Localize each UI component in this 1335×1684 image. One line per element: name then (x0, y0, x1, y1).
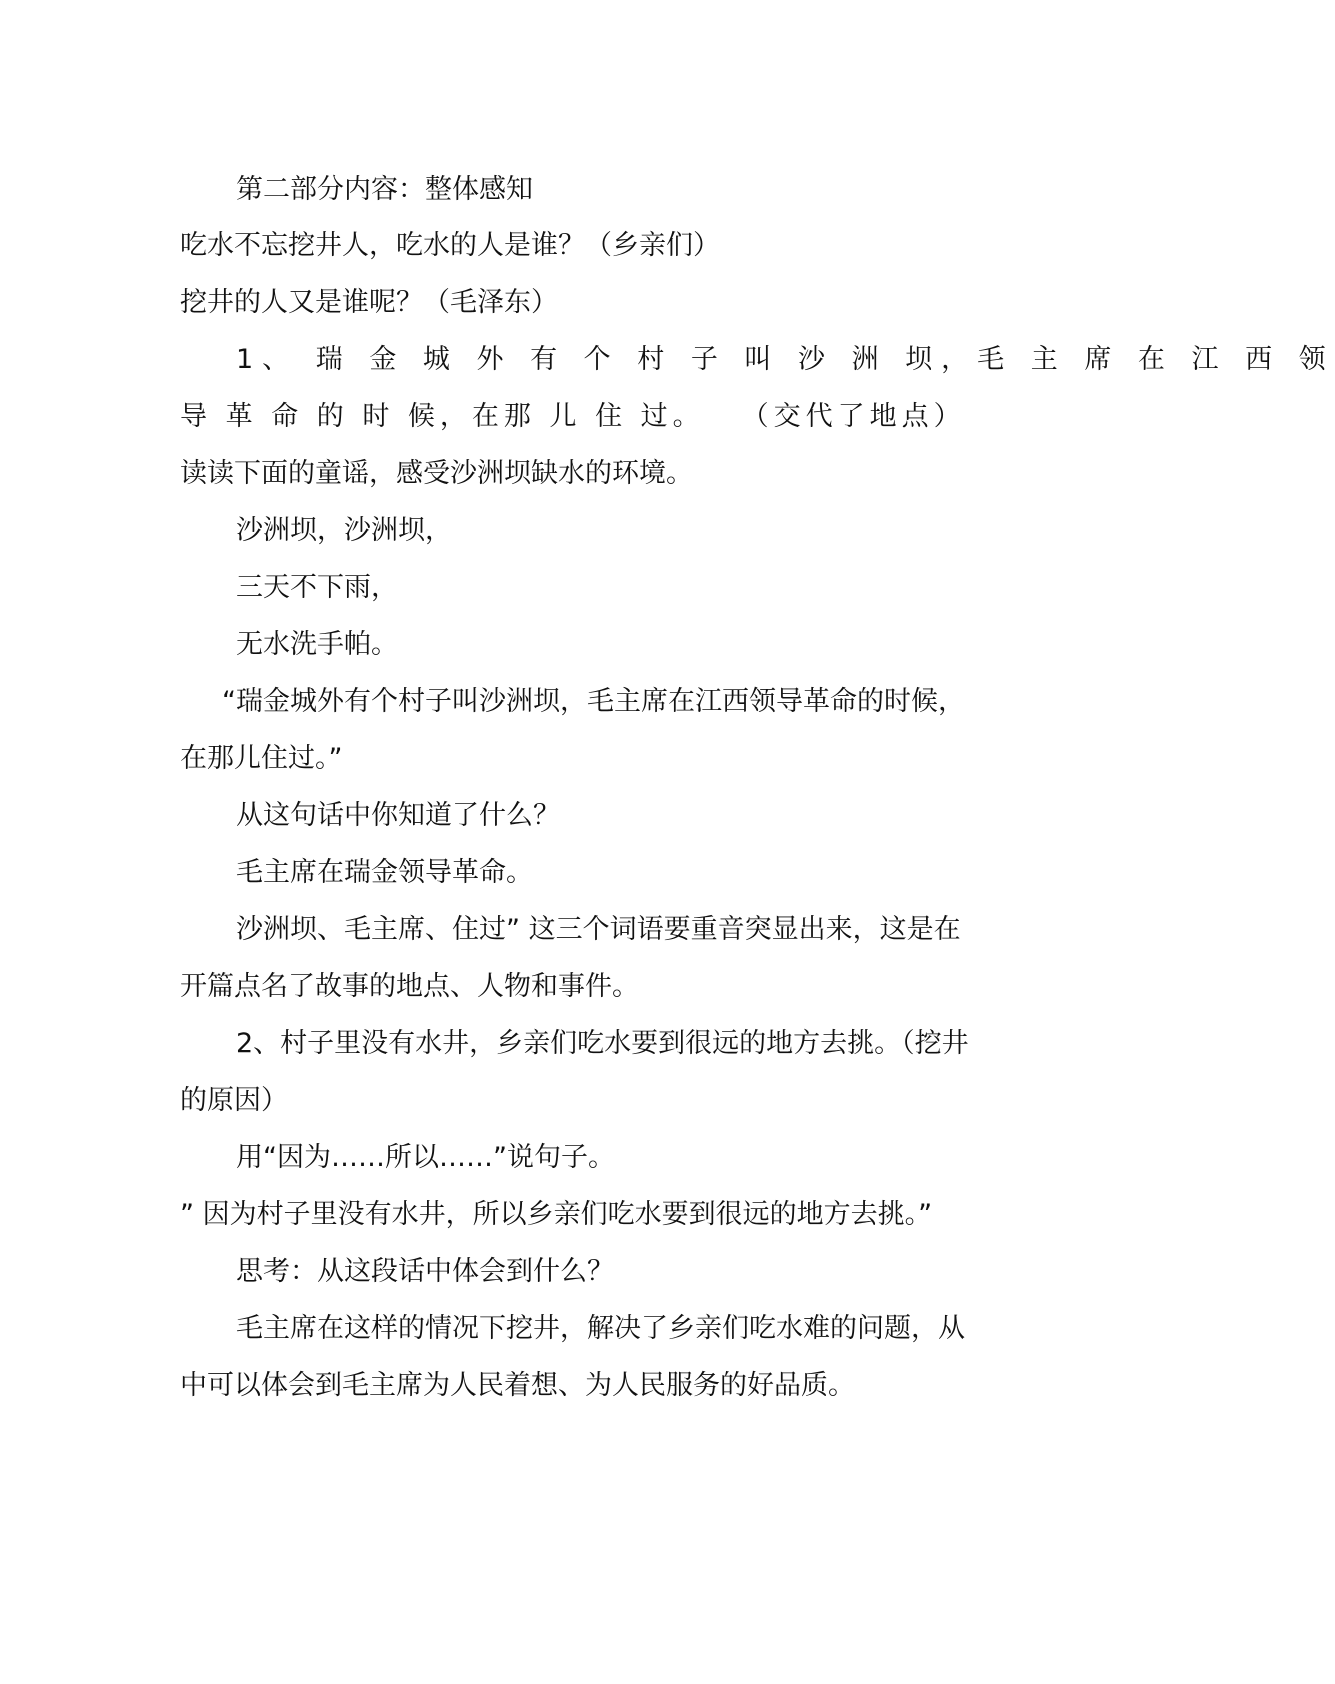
paragraph-line: 的原因） (180, 1085, 288, 1116)
question-line: 吃水不忘挖井人，吃水的人是谁？（乡亲们） (180, 230, 720, 261)
paragraph-line: 思考：从这段话中体会到什么？ (236, 1256, 614, 1287)
rhyme-line: 沙洲坝，沙洲坝， (236, 515, 452, 546)
paragraph-line: 1、 瑞 金 城 外 有 个 村 子 叫 沙 洲 坝，毛 主 席 在 江 西 领 (236, 344, 1335, 375)
quote-line: “瑞金城外有个村子叫沙洲坝，毛主席在江西领导革命的时候， (222, 686, 965, 717)
paragraph-line: 中可以体会到毛主席为人民着想、为人民服务的好品质。 (180, 1370, 855, 1401)
rhyme-line: 三天不下雨， (236, 572, 398, 603)
rhyme-line: 无水洗手帕。 (236, 629, 398, 660)
paragraph-line: 开篇点名了故事的地点、人物和事件。 (180, 971, 639, 1002)
paragraph-line: 读读下面的童谣，感受沙洲坝缺水的环境。 (180, 458, 693, 489)
paragraph-line: 从这句话中你知道了什么？ (236, 800, 560, 831)
paragraph-line: ” 因为村子里没有水井，所以乡亲们吃水要到很远的地方去挑。” (180, 1199, 933, 1230)
paragraph-line: 毛主席在这样的情况下挖井，解决了乡亲们吃水难的问题，从 (236, 1313, 965, 1344)
paragraph-line: 用“因为……所以……”说句子。 (236, 1142, 615, 1173)
paragraph-line: 沙洲坝、毛主席、住过” 这三个词语要重音突显出来，这是在 (236, 914, 961, 945)
paragraph-line: 导 革 命 的 时 候，在那 儿 住 过。 （交代了地点） (180, 401, 966, 432)
question-line: 挖井的人又是谁呢？（毛泽东） (180, 287, 558, 318)
paragraph-line: 2、村子里没有水井，乡亲们吃水要到很远的地方去挑。（挖井 (236, 1028, 969, 1059)
section-heading: 第二部分内容：整体感知 (236, 174, 533, 205)
quote-line: 在那儿住过。” (180, 743, 343, 774)
paragraph-line: 毛主席在瑞金领导革命。 (236, 857, 533, 888)
